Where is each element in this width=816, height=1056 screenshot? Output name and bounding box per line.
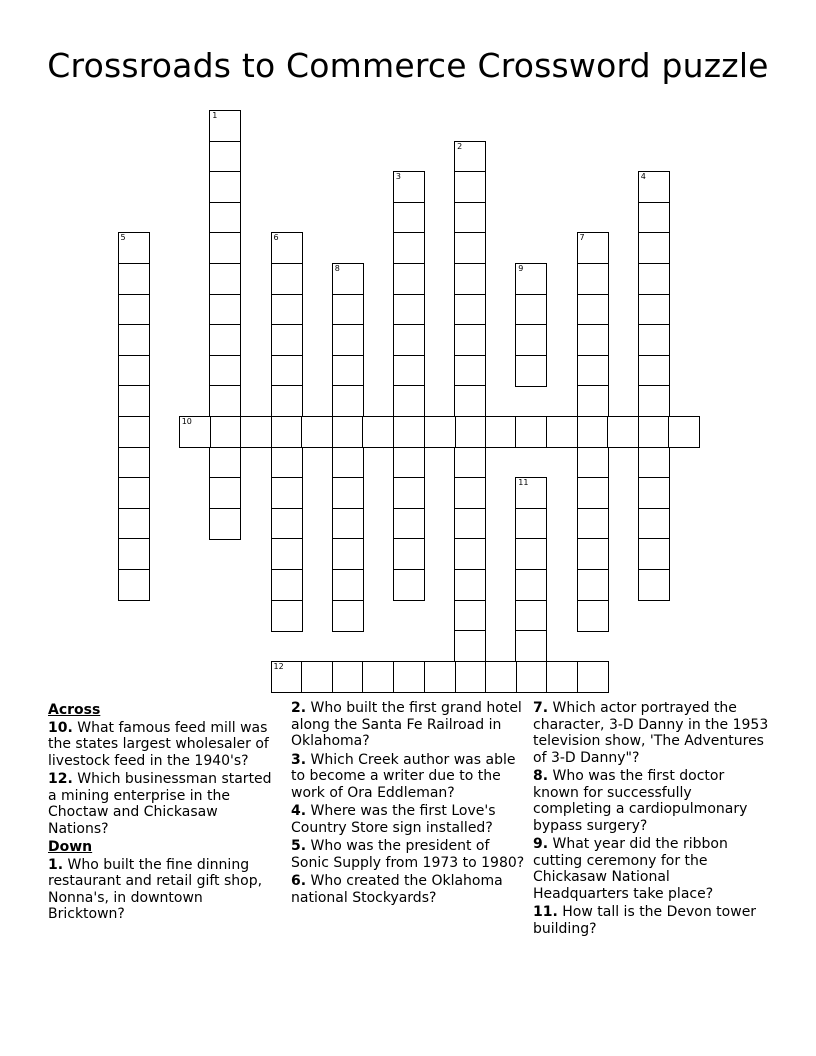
clue-number: 2. bbox=[291, 700, 307, 716]
clue-text: What year did the ribbon cutting ceremony for the Chickasaw National Headquarters take place? bbox=[533, 836, 728, 902]
grid-cell[interactable] bbox=[209, 110, 241, 142]
grid-cell[interactable] bbox=[454, 661, 486, 693]
clue-text: Who created the Oklahoma national Stockyards? bbox=[291, 873, 503, 906]
grid-cell[interactable] bbox=[577, 416, 609, 448]
grid-cell[interactable] bbox=[454, 600, 486, 632]
grid-cell[interactable] bbox=[393, 324, 425, 356]
grid-cell[interactable] bbox=[454, 416, 486, 448]
grid-cell[interactable] bbox=[118, 263, 150, 295]
grid-cell[interactable] bbox=[454, 477, 486, 509]
grid-cell[interactable] bbox=[668, 416, 700, 448]
grid-cell[interactable] bbox=[393, 263, 425, 295]
grid-cell[interactable] bbox=[209, 202, 241, 234]
grid-cell[interactable] bbox=[271, 294, 303, 326]
grid-cell[interactable] bbox=[638, 416, 670, 448]
grid-cell[interactable] bbox=[454, 569, 486, 601]
grid-cell[interactable] bbox=[515, 538, 547, 570]
grid-cell[interactable] bbox=[393, 569, 425, 601]
grid-cell[interactable] bbox=[577, 324, 609, 356]
clue-number: 11. bbox=[533, 904, 558, 920]
clue-down-5 bbox=[291, 838, 527, 871]
grid-cell[interactable] bbox=[638, 232, 670, 264]
grid-cell[interactable] bbox=[577, 355, 609, 387]
grid-cell[interactable] bbox=[454, 508, 486, 540]
grid-cell[interactable] bbox=[118, 569, 150, 601]
grid-cell[interactable] bbox=[454, 385, 486, 417]
clue-down-3 bbox=[291, 752, 527, 802]
grid-cell[interactable] bbox=[515, 294, 547, 326]
grid-cell[interactable] bbox=[577, 447, 609, 479]
grid-cell[interactable] bbox=[393, 508, 425, 540]
grid-cell[interactable] bbox=[393, 416, 425, 448]
grid-cell[interactable] bbox=[454, 294, 486, 326]
grid-cell[interactable] bbox=[515, 355, 547, 387]
grid-cell[interactable] bbox=[332, 294, 364, 326]
grid-cell[interactable] bbox=[546, 661, 578, 693]
clue-number: 3. bbox=[291, 751, 307, 768]
grid-cell[interactable] bbox=[515, 508, 547, 540]
grid-cell[interactable] bbox=[118, 447, 150, 479]
grid-cell[interactable] bbox=[209, 232, 241, 264]
grid-cell[interactable] bbox=[393, 538, 425, 570]
grid-cell[interactable] bbox=[271, 508, 303, 540]
grid-cell[interactable] bbox=[454, 630, 486, 662]
grid-cell[interactable] bbox=[118, 538, 150, 570]
clue-column-1 bbox=[48, 700, 280, 925]
clue-number-label: 12 bbox=[273, 661, 284, 671]
clue-across-10 bbox=[48, 720, 280, 770]
clue-number: 1. bbox=[48, 856, 64, 873]
grid-cell[interactable] bbox=[271, 600, 303, 632]
clue-down-4 bbox=[291, 803, 527, 836]
clue-down-6 bbox=[291, 873, 527, 906]
grid-cell[interactable] bbox=[209, 385, 241, 417]
grid-cell[interactable] bbox=[271, 538, 303, 570]
grid-cell[interactable] bbox=[638, 508, 670, 540]
clue-text: Who built the fine dinning restaurant and retail gift shop, Nonna's, in downtown Bricktown? bbox=[48, 856, 263, 922]
grid-cell[interactable] bbox=[393, 232, 425, 264]
grid-cell[interactable] bbox=[271, 324, 303, 356]
clue-text: Where was the first Love's Country Store sign installed? bbox=[291, 803, 496, 836]
clue-number: 8. bbox=[533, 768, 549, 784]
clue-number: 7. bbox=[533, 700, 549, 716]
grid-cell[interactable] bbox=[332, 324, 364, 356]
grid-cell[interactable] bbox=[515, 600, 547, 632]
clue-text: Which Creek author was able to become a writer due to the work of Ora Eddleman? bbox=[291, 751, 516, 801]
clue-number: 4. bbox=[291, 803, 307, 819]
grid-cell[interactable] bbox=[638, 202, 670, 234]
grid-cell[interactable] bbox=[454, 141, 486, 173]
clue-number-label: 10 bbox=[181, 417, 192, 426]
grid-cell[interactable] bbox=[546, 416, 578, 448]
grid-cell[interactable] bbox=[301, 416, 333, 448]
grid-cell[interactable] bbox=[607, 416, 639, 448]
grid-cell[interactable] bbox=[209, 294, 241, 326]
grid-cell[interactable] bbox=[332, 477, 364, 509]
grid-cell[interactable] bbox=[638, 263, 670, 295]
grid-cell[interactable] bbox=[577, 600, 609, 632]
grid-cell[interactable] bbox=[638, 538, 670, 570]
clue-number-label: 11 bbox=[518, 478, 529, 488]
grid-cell[interactable] bbox=[271, 416, 303, 448]
grid-cell[interactable] bbox=[118, 477, 150, 509]
grid-cell[interactable] bbox=[271, 447, 303, 479]
grid-cell[interactable] bbox=[454, 355, 486, 387]
grid-cell[interactable] bbox=[332, 355, 364, 387]
grid-cell[interactable] bbox=[118, 294, 150, 326]
grid-cell[interactable] bbox=[454, 324, 486, 356]
grid-cell[interactable] bbox=[362, 416, 394, 448]
grid-cell[interactable] bbox=[485, 661, 517, 693]
grid-cell[interactable] bbox=[332, 508, 364, 540]
clue-text: What famous feed mill was the states largest wholesaler of livestock feed in the 1940's? bbox=[48, 719, 269, 769]
grid-cell[interactable] bbox=[271, 661, 303, 693]
clue-number-label: 4 bbox=[640, 172, 646, 182]
clue-number-label: 1 bbox=[212, 111, 218, 120]
grid-cell[interactable] bbox=[577, 385, 609, 417]
grid-cell[interactable] bbox=[515, 569, 547, 601]
grid-cell[interactable] bbox=[393, 294, 425, 326]
grid-cell[interactable] bbox=[209, 263, 241, 295]
grid-cell[interactable] bbox=[424, 661, 456, 693]
grid-cell[interactable] bbox=[454, 447, 486, 479]
across-heading: Across bbox=[48, 702, 101, 718]
grid-cell[interactable] bbox=[393, 447, 425, 479]
grid-cell[interactable] bbox=[362, 661, 394, 693]
clue-number: 5. bbox=[291, 838, 307, 854]
clue-column-3 bbox=[533, 700, 769, 939]
clue-number-label: 5 bbox=[120, 233, 126, 243]
grid-cell[interactable] bbox=[393, 477, 425, 509]
grid-cell[interactable] bbox=[240, 416, 272, 448]
clue-text: Which businessman started a mining enterprise in the Choctaw and Chickasaw Nations? bbox=[48, 771, 272, 837]
grid-cell[interactable] bbox=[271, 263, 303, 295]
grid-cell[interactable] bbox=[332, 416, 364, 448]
clue-number-label: 9 bbox=[518, 264, 524, 273]
grid-cell[interactable] bbox=[209, 324, 241, 356]
grid-cell[interactable] bbox=[485, 416, 517, 448]
clue-column-2 bbox=[291, 700, 527, 908]
grid-cell[interactable] bbox=[577, 263, 609, 295]
grid-cell[interactable] bbox=[424, 416, 456, 448]
grid-cell[interactable] bbox=[638, 324, 670, 356]
clue-down-8 bbox=[533, 768, 769, 834]
grid-cell[interactable] bbox=[577, 569, 609, 601]
down-heading: Down bbox=[48, 839, 93, 855]
grid-cell[interactable] bbox=[577, 661, 609, 693]
grid-cell[interactable] bbox=[271, 477, 303, 509]
grid-cell[interactable] bbox=[638, 385, 670, 417]
grid-cell[interactable] bbox=[515, 477, 547, 509]
grid-cell[interactable] bbox=[118, 355, 150, 387]
grid-cell[interactable] bbox=[209, 477, 241, 509]
grid-cell[interactable] bbox=[118, 508, 150, 540]
grid-cell[interactable] bbox=[209, 141, 241, 173]
grid-cell[interactable] bbox=[271, 232, 303, 264]
grid-cell[interactable] bbox=[393, 171, 425, 203]
clue-down-9 bbox=[533, 836, 769, 902]
grid-cell[interactable] bbox=[515, 324, 547, 356]
clue-number: 12. bbox=[48, 771, 73, 787]
grid-cell[interactable] bbox=[209, 416, 241, 448]
grid-cell[interactable] bbox=[209, 171, 241, 203]
grid-cell[interactable] bbox=[577, 538, 609, 570]
grid-cell[interactable] bbox=[515, 630, 547, 662]
grid-cell[interactable] bbox=[454, 232, 486, 264]
clue-number-label: 8 bbox=[334, 264, 340, 273]
grid-cell[interactable] bbox=[271, 355, 303, 387]
grid-cell[interactable] bbox=[393, 202, 425, 234]
grid-cell[interactable] bbox=[332, 263, 364, 295]
grid-cell[interactable] bbox=[393, 661, 425, 693]
grid-cell[interactable] bbox=[638, 355, 670, 387]
grid-cell[interactable] bbox=[209, 355, 241, 387]
grid-cell[interactable] bbox=[454, 538, 486, 570]
clue-text: Who was the president of Sonic Supply from 1973 to 1980? bbox=[291, 838, 525, 871]
grid-cell[interactable] bbox=[209, 447, 241, 479]
clue-down-7 bbox=[533, 700, 769, 766]
clue-across-12 bbox=[48, 771, 280, 837]
clue-number: 6. bbox=[291, 873, 307, 889]
grid-cell[interactable] bbox=[118, 416, 150, 448]
grid-cell[interactable] bbox=[179, 416, 211, 448]
clue-number-label: 7 bbox=[579, 233, 585, 243]
clue-number-label: 3 bbox=[395, 172, 401, 182]
clue-text: How tall is the Devon tower building? bbox=[533, 904, 757, 937]
grid-cell[interactable] bbox=[332, 538, 364, 570]
grid-cell[interactable] bbox=[515, 263, 547, 295]
clue-number-label: 6 bbox=[273, 233, 279, 243]
grid-cell[interactable] bbox=[118, 385, 150, 417]
grid-cell[interactable] bbox=[454, 171, 486, 203]
page-title: Crossroads to Commerce Crossword puzzle bbox=[47, 46, 769, 85]
clue-down-2 bbox=[291, 700, 527, 750]
grid-cell[interactable] bbox=[515, 661, 547, 693]
grid-cell[interactable] bbox=[332, 447, 364, 479]
grid-cell[interactable] bbox=[638, 294, 670, 326]
grid-cell[interactable] bbox=[638, 447, 670, 479]
grid-cell[interactable] bbox=[271, 385, 303, 417]
clue-number-label: 2 bbox=[457, 141, 463, 151]
clue-text: Who was the first doctor known for successfully completing a cardiopulmonary bypass surgery? bbox=[533, 768, 748, 834]
grid-cell[interactable] bbox=[577, 508, 609, 540]
grid-cell[interactable] bbox=[577, 294, 609, 326]
clue-text: Who built the first grand hotel along the Santa Fe Railroad in Oklahoma? bbox=[291, 700, 522, 749]
grid-cell[interactable] bbox=[454, 263, 486, 295]
clue-text: Which actor portrayed the character, 3-D Danny in the 1953 television show, 'The Adventures of 3-D Danny"? bbox=[533, 700, 769, 766]
grid-cell[interactable] bbox=[393, 385, 425, 417]
grid-cell[interactable] bbox=[393, 355, 425, 387]
grid-cell[interactable] bbox=[577, 232, 609, 264]
clue-down-11 bbox=[533, 904, 769, 937]
grid-cell[interactable] bbox=[332, 600, 364, 632]
grid-cell[interactable] bbox=[454, 202, 486, 234]
grid-cell[interactable] bbox=[577, 477, 609, 509]
grid-cell[interactable] bbox=[638, 569, 670, 601]
clue-number: 9. bbox=[533, 836, 549, 852]
grid-cell[interactable] bbox=[118, 324, 150, 356]
grid-cell[interactable] bbox=[332, 569, 364, 601]
grid-cell[interactable] bbox=[638, 171, 670, 203]
grid-cell[interactable] bbox=[515, 416, 547, 448]
grid-cell[interactable] bbox=[271, 569, 303, 601]
grid-cell[interactable] bbox=[332, 385, 364, 417]
grid-cell[interactable] bbox=[301, 661, 333, 693]
clue-down-1 bbox=[48, 857, 280, 923]
grid-cell[interactable] bbox=[118, 232, 150, 264]
grid-cell[interactable] bbox=[209, 508, 241, 540]
grid-cell[interactable] bbox=[638, 477, 670, 509]
grid-cell[interactable] bbox=[332, 661, 364, 693]
clue-number: 10. bbox=[48, 719, 73, 736]
